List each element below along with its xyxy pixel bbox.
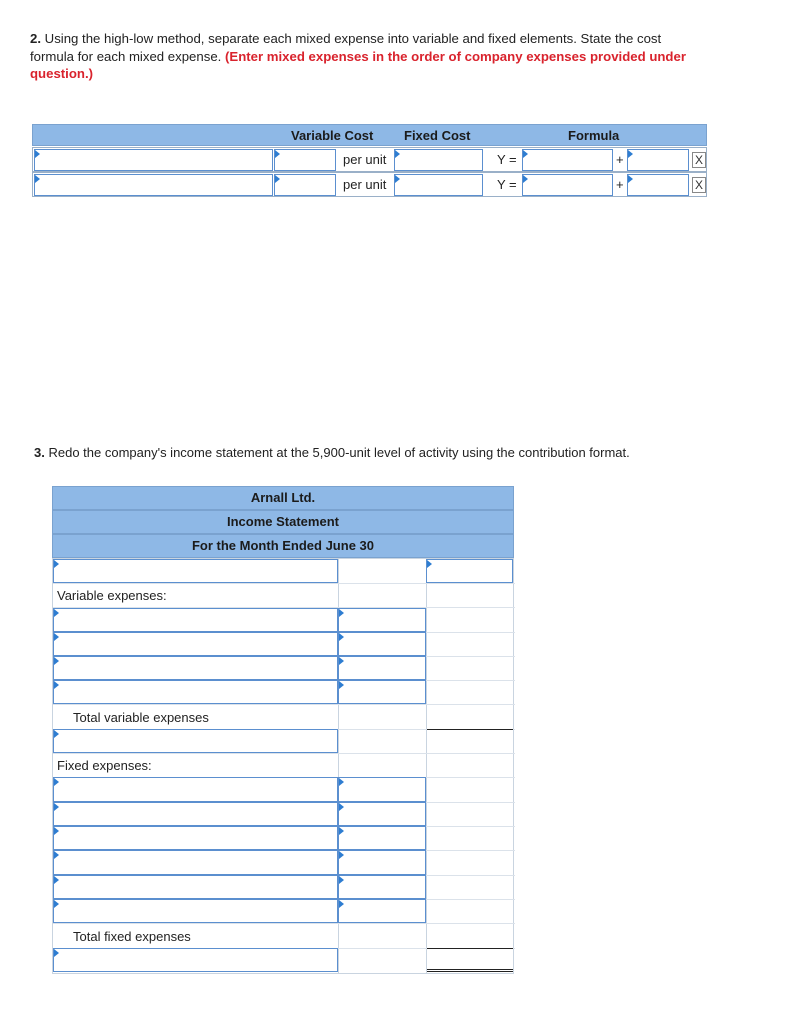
fixed-expenses-heading: Fixed expenses: <box>57 758 152 773</box>
formula-fixed-input[interactable] <box>522 149 613 171</box>
fixed-expense-amount-input[interactable] <box>338 826 426 850</box>
variable-expense-name-input[interactable] <box>53 656 338 680</box>
sales-amount-input[interactable] <box>426 559 513 583</box>
variable-cost-input[interactable] <box>274 174 336 196</box>
statement-period: For the Month Ended June 30 <box>52 534 514 558</box>
row-divider <box>53 704 515 705</box>
total-underline <box>427 948 513 949</box>
fixed-expense-amount-input[interactable] <box>338 777 426 802</box>
table-row <box>32 172 707 197</box>
total-underline <box>427 729 513 730</box>
x-variable-label: X <box>692 152 706 168</box>
fixed-expense-name-input[interactable] <box>53 899 338 923</box>
fixed-expense-amount-input[interactable] <box>338 899 426 923</box>
variable-expense-name-input[interactable] <box>53 632 338 656</box>
question-2-number: 2. <box>30 31 41 46</box>
fixed-cost-input[interactable] <box>394 174 483 196</box>
fixed-expense-name-input[interactable] <box>53 777 338 802</box>
variable-expense-name-input[interactable] <box>53 680 338 704</box>
question-2-prompt <box>30 30 690 83</box>
total-variable-expenses-label: Total variable expenses <box>73 710 209 725</box>
variable-expense-amount-input[interactable] <box>338 680 426 704</box>
per-unit-label: per unit <box>343 152 387 167</box>
question-3-prompt <box>34 445 630 460</box>
fixed-expense-amount-input[interactable] <box>338 802 426 826</box>
question-2-emphasis: (Enter mixed expenses in the order of company expenses provided under question.) <box>30 48 686 81</box>
per-unit-label: per unit <box>343 177 387 192</box>
fixed-expense-name-input[interactable] <box>53 826 338 850</box>
cost-formula-table <box>32 124 707 198</box>
fixed-cost-input[interactable] <box>394 149 483 171</box>
row-divider <box>53 753 515 754</box>
variable-expense-amount-input[interactable] <box>338 632 426 656</box>
total-fixed-expenses-label: Total fixed expenses <box>73 929 191 944</box>
mixed-expense-name-input[interactable] <box>34 149 273 171</box>
y-equals-label: Y = <box>497 177 517 192</box>
variable-expense-amount-input[interactable] <box>338 608 426 632</box>
formula-variable-input[interactable] <box>627 149 689 171</box>
row-divider <box>53 583 515 584</box>
formula-fixed-input[interactable] <box>522 174 613 196</box>
statement-grid <box>52 558 514 974</box>
variable-expense-amount-input[interactable] <box>338 656 426 680</box>
fixed-expense-name-input[interactable] <box>53 802 338 826</box>
sales-label-input[interactable] <box>53 559 338 583</box>
fixed-expense-amount-input[interactable] <box>338 875 426 899</box>
cost-formula-table-header <box>32 124 707 146</box>
plus-label: + <box>616 152 624 167</box>
question-3-number: 3. <box>34 445 45 460</box>
statement-title: Income Statement <box>52 510 514 534</box>
y-equals-label: Y = <box>497 152 517 167</box>
contribution-margin-label-input[interactable] <box>53 729 338 753</box>
question-2-text: Using the high-low method, separate each mixed expense into variable and fixed elements. State the cost formula for each mixed expense. <box>30 31 662 64</box>
net-operating-income-label-input[interactable] <box>53 948 338 972</box>
column-divider <box>426 559 427 973</box>
table-row <box>32 147 707 172</box>
formula-variable-input[interactable] <box>627 174 689 196</box>
company-name: Arnall Ltd. <box>52 486 514 510</box>
row-divider <box>53 923 515 924</box>
variable-expense-name-input[interactable] <box>53 608 338 632</box>
double-underline-top <box>427 969 513 970</box>
variable-expenses-heading: Variable expenses: <box>57 588 167 603</box>
mixed-expense-name-input[interactable] <box>34 174 273 196</box>
header-fixed-cost: Fixed Cost <box>404 128 471 143</box>
question-3-text: Redo the company's income statement at the 5,900-unit level of activity using the contribution format. <box>48 445 630 460</box>
x-variable-label: X <box>692 177 706 193</box>
double-underline-bottom <box>427 971 513 972</box>
fixed-expense-amount-input[interactable] <box>338 850 426 875</box>
header-variable-cost: Variable Cost <box>291 128 374 143</box>
fixed-expense-name-input[interactable] <box>53 875 338 899</box>
fixed-expense-name-input[interactable] <box>53 850 338 875</box>
header-formula: Formula <box>568 128 620 143</box>
plus-label: + <box>616 177 624 192</box>
variable-cost-input[interactable] <box>274 149 336 171</box>
